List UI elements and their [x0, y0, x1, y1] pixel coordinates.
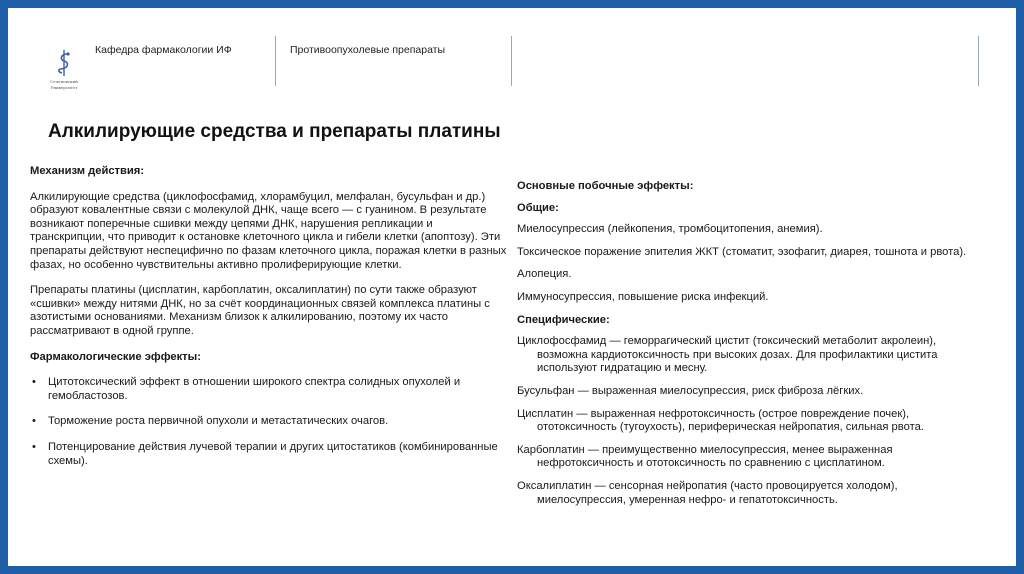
- list-item-text: Цитотоксический эффект в отношении широкого спектра солидных опухолей и гемобластозов.: [48, 376, 461, 402]
- mechanism-heading: Механизм действия:: [30, 165, 145, 177]
- header-divider: [275, 36, 276, 86]
- header-divider: [511, 36, 512, 86]
- general-heading: Общие:: [517, 201, 559, 214]
- specific-item: Карбоплатин — преимущественно миелосупрессия, менее выраженная нефротоксичность и ототоксичность по сравнению с цисплатином.: [517, 443, 893, 470]
- side-effect-item: Алопеция.: [517, 268, 572, 281]
- university-logo: [46, 48, 82, 92]
- mechanism-paragraph: Препараты платины (цисплатин, карбоплатин, оксалиплатин) по сути также образуют «сшивки» между нитями ДНК, но за счёт координационных связей комплекса платины с азотистыми основаниями. Механизм близок к алкилированию, поэтому их часто рассматривают в одной группе.: [30, 284, 490, 337]
- right-column: [517, 180, 977, 516]
- bullet-icon: •: [32, 440, 36, 453]
- left-column: [30, 165, 510, 480]
- topic-label: Противоопухолевые препараты: [290, 44, 446, 56]
- specific-item: Бусульфан — выраженная миелосупрессия, риск фиброза лёгких.: [517, 384, 864, 397]
- specific-item: Циклофосфамид — геморрагический цистит (токсический метаболит акролеин), возможна кардиотоксичность при высоких дозах. Для профилактики цистита используют гидратацию и месну.: [517, 335, 938, 375]
- list-item: [30, 415, 510, 429]
- header-divider: [978, 36, 979, 86]
- effects-list: [30, 376, 510, 468]
- bullet-icon: •: [32, 376, 36, 389]
- logo-caption-1: Сеченовский: [50, 79, 78, 84]
- specific-heading: Специфические:: [517, 313, 610, 326]
- department-label: Кафедра фармакологии ИФ: [95, 44, 232, 56]
- side-effects-heading: Основные побочные эффекты:: [517, 180, 694, 192]
- bullet-icon: •: [32, 415, 36, 428]
- slide-title: Алкилирующие средства и препараты платины: [48, 121, 501, 142]
- logo-caption-2: Университет: [50, 85, 78, 90]
- mechanism-paragraph: Алкилирующие средства (циклофосфамид, хлорамбуцил, мелфалан, бусульфан и др.) образуют ковалентные связи с молекулой ДНК, чаще всего — с гуанином. В результате возникают поперечные сшивки между цепями ДНК, нарушения репликации и транскрипции, что приводит к остановке клеточного цикла и гибели клетки (апоптозу). Эти препараты действуют неспецифично по фазам клеточного цикла, поражая клетки в разных фазах, но особенно чувствительны активно пролиферирующие клетки.: [30, 190, 507, 271]
- list-item: [30, 441, 510, 468]
- list-item-text: Потенцирование действия лучевой терапии и других цитостатиков (комбинированные схемы).: [48, 440, 498, 467]
- side-effect-item: Иммуносупрессия, повышение риска инфекций.: [517, 290, 769, 303]
- effects-heading: Фармакологические эффекты:: [30, 350, 201, 363]
- slide: [8, 8, 1016, 566]
- list-item-text: Торможение роста первичной опухоли и метастатических очагов.: [48, 415, 389, 428]
- side-effect-item: Миелосупрессия (лейкопения, тромбоцитопения, анемия).: [517, 223, 823, 236]
- specific-item: Оксалиплатин — сенсорная нейропатия (часто провоцируется холодом), миелосупрессия, умеренная нефро- и гепатотоксичность.: [517, 479, 898, 506]
- list-item: [30, 376, 510, 403]
- side-effect-item: Токсическое поражение эпителия ЖКТ (стоматит, эзофагит, диарея, тошнота и рвота).: [517, 245, 967, 258]
- specific-item: Цисплатин — выраженная нефротоксичность (острое повреждение почек), ототоксичность (тугоухость), периферическая нейропатия, сильная рвота.: [517, 407, 924, 434]
- snake-staff-icon: [52, 48, 76, 78]
